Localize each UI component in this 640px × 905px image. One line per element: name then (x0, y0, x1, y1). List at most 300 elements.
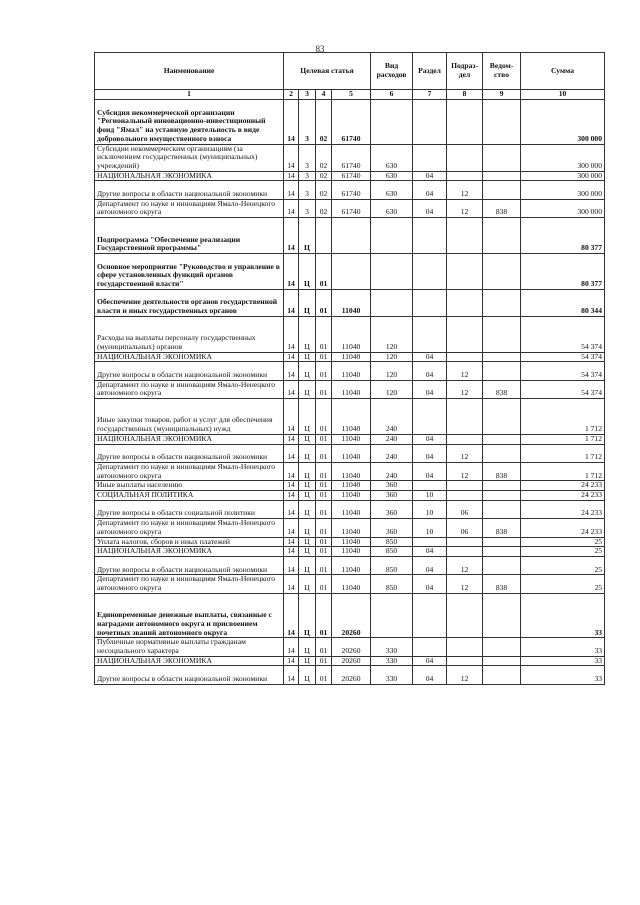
subsection (447, 352, 483, 362)
row-name: Обеспечение деятельности органов государственной власти и иных государственных органов (95, 289, 284, 316)
subsection (447, 547, 483, 557)
column-number: 9 (483, 90, 521, 100)
expense-type: 330 (371, 656, 413, 666)
page-number: 83 (315, 44, 325, 54)
target-activity: 01 (316, 481, 332, 491)
row-name: НАЦИОНАЛЬНАЯ ЭКОНОМИКА (95, 434, 284, 444)
section: 04 (413, 557, 447, 575)
target-program: 14 (284, 100, 299, 145)
department (483, 399, 521, 435)
row-name: Другие вопросы в области национальной экономики (95, 181, 284, 199)
target-activity: 01 (316, 537, 332, 547)
row-name: Публичные нормативные выплаты гражданам несоциального характера (95, 638, 284, 656)
target-code: 11040 (332, 557, 371, 575)
table-row (95, 547, 605, 557)
department (483, 537, 521, 547)
department: 838 (483, 519, 521, 537)
section: 10 (413, 500, 447, 518)
row-name: Другие вопросы в области национальной экономики (95, 557, 284, 575)
target-program: 14 (284, 380, 299, 398)
subsection (447, 100, 483, 145)
subsection (447, 593, 483, 638)
target-code (332, 253, 371, 289)
target-activity: 01 (316, 462, 332, 480)
subsection: 12 (447, 462, 483, 480)
header-subsection: Подраз-дел (447, 53, 483, 90)
row-name: Другие вопросы в области национальной экономики (95, 362, 284, 380)
amount: 80 344 (521, 289, 605, 316)
department (483, 171, 521, 181)
target-activity: 01 (316, 557, 332, 575)
target-subprogram: Ц (299, 316, 316, 352)
target-subprogram: Ц (299, 362, 316, 380)
row-name: Департамент по науке и инновациям Ямало-Ненецкого автономного округа (95, 380, 284, 398)
row-name: Иные выплаты населению (95, 481, 284, 491)
section: 04 (413, 547, 447, 557)
target-program: 14 (284, 537, 299, 547)
amount: 54 374 (521, 316, 605, 352)
expense-type: 360 (371, 491, 413, 501)
section: 04 (413, 171, 447, 181)
amount: 24 233 (521, 491, 605, 501)
target-program: 14 (284, 218, 299, 254)
department (483, 638, 521, 656)
target-activity: 01 (316, 444, 332, 462)
budget-table (94, 52, 605, 685)
expense-type (371, 289, 413, 316)
column-number: 2 (284, 90, 299, 100)
table-body (95, 100, 605, 685)
table-row (95, 519, 605, 537)
subsection (447, 491, 483, 501)
header-section: Раздел (413, 53, 447, 90)
department: 838 (483, 199, 521, 217)
target-activity: 01 (316, 500, 332, 518)
target-code: 11040 (332, 399, 371, 435)
target-program: 14 (284, 575, 299, 593)
target-subprogram: Ц (299, 218, 316, 254)
target-subprogram: 3 (299, 181, 316, 199)
amount: 300 000 (521, 171, 605, 181)
table-row (95, 537, 605, 547)
target-code: 11040 (332, 537, 371, 547)
subsection (447, 144, 483, 171)
target-activity: 02 (316, 199, 332, 217)
target-subprogram: Ц (299, 253, 316, 289)
expense-type: 630 (371, 144, 413, 171)
header-expense-type: Вид расходов (371, 53, 413, 90)
table-row (95, 380, 605, 398)
section: 04 (413, 380, 447, 398)
subsection (447, 434, 483, 444)
target-code: 11040 (332, 519, 371, 537)
expense-type (371, 218, 413, 254)
header-name: Наименование (95, 53, 284, 90)
amount: 80 377 (521, 218, 605, 254)
target-program: 14 (284, 289, 299, 316)
column-number: 8 (447, 90, 483, 100)
subsection: 12 (447, 557, 483, 575)
target-activity: 01 (316, 656, 332, 666)
table-row (95, 500, 605, 518)
subsection (447, 656, 483, 666)
table-row (95, 462, 605, 480)
column-number: 7 (413, 90, 447, 100)
target-code: 61740 (332, 100, 371, 145)
target-code: 20260 (332, 638, 371, 656)
target-program: 14 (284, 181, 299, 199)
target-program: 14 (284, 666, 299, 684)
row-name: Иные закупки товаров, работ и услуг для обеспечения государственных (муниципальных) нужд (95, 399, 284, 435)
expense-type: 850 (371, 547, 413, 557)
target-subprogram: Ц (299, 380, 316, 398)
amount: 25 (521, 547, 605, 557)
table-row (95, 316, 605, 352)
table-row (95, 491, 605, 501)
row-name: Другие вопросы в области социальной политики (95, 500, 284, 518)
section: 04 (413, 575, 447, 593)
table-row (95, 557, 605, 575)
subsection: 12 (447, 199, 483, 217)
target-program: 14 (284, 519, 299, 537)
target-subprogram: Ц (299, 593, 316, 638)
department (483, 557, 521, 575)
section: 10 (413, 491, 447, 501)
section (413, 537, 447, 547)
target-code: 11040 (332, 362, 371, 380)
expense-type: 240 (371, 399, 413, 435)
expense-type (371, 253, 413, 289)
target-subprogram: Ц (299, 656, 316, 666)
target-subprogram: 3 (299, 144, 316, 171)
target-code: 11040 (332, 547, 371, 557)
department (483, 491, 521, 501)
subsection: 12 (447, 666, 483, 684)
target-program: 14 (284, 656, 299, 666)
subsection (447, 481, 483, 491)
row-name: Подпрограмма "Обеспечение реализации Государственной программы" (95, 218, 284, 254)
department (483, 352, 521, 362)
target-code: 20260 (332, 593, 371, 638)
target-activity: 01 (316, 253, 332, 289)
amount: 1 712 (521, 462, 605, 480)
department (483, 666, 521, 684)
row-name: НАЦИОНАЛЬНАЯ ЭКОНОМИКА (95, 171, 284, 181)
target-activity: 01 (316, 519, 332, 537)
target-code: 61740 (332, 181, 371, 199)
target-subprogram: Ц (299, 399, 316, 435)
amount: 33 (521, 593, 605, 638)
target-activity: 01 (316, 362, 332, 380)
target-activity: 01 (316, 666, 332, 684)
amount: 1 712 (521, 399, 605, 435)
target-activity: 02 (316, 171, 332, 181)
target-program: 14 (284, 171, 299, 181)
target-subprogram: Ц (299, 575, 316, 593)
subsection: 12 (447, 444, 483, 462)
target-subprogram: Ц (299, 547, 316, 557)
target-code: 61740 (332, 171, 371, 181)
subsection (447, 537, 483, 547)
section (413, 593, 447, 638)
target-subprogram: Ц (299, 491, 316, 501)
target-activity: 01 (316, 316, 332, 352)
expense-type: 240 (371, 434, 413, 444)
section (413, 144, 447, 171)
target-activity: 01 (316, 547, 332, 557)
department (483, 100, 521, 145)
target-code: 11040 (332, 481, 371, 491)
table-row (95, 593, 605, 638)
row-name: СОЦИАЛЬНАЯ ПОЛИТИКА (95, 491, 284, 501)
department: 838 (483, 380, 521, 398)
expense-type: 120 (371, 362, 413, 380)
expense-type: 330 (371, 666, 413, 684)
target-code: 61740 (332, 199, 371, 217)
target-subprogram: Ц (299, 519, 316, 537)
section (413, 218, 447, 254)
table-row (95, 362, 605, 380)
amount: 25 (521, 537, 605, 547)
expense-type: 120 (371, 352, 413, 362)
section (413, 253, 447, 289)
expense-type (371, 593, 413, 638)
amount: 25 (521, 557, 605, 575)
target-program: 14 (284, 547, 299, 557)
section: 04 (413, 462, 447, 480)
department (483, 144, 521, 171)
department (483, 316, 521, 352)
target-code: 11040 (332, 289, 371, 316)
department (483, 500, 521, 518)
section: 04 (413, 199, 447, 217)
table-row (95, 181, 605, 199)
subsection (447, 399, 483, 435)
target-subprogram: Ц (299, 638, 316, 656)
target-subprogram: 3 (299, 100, 316, 145)
target-code: 20260 (332, 666, 371, 684)
department (483, 481, 521, 491)
section (413, 100, 447, 145)
amount: 54 374 (521, 352, 605, 362)
target-code: 11040 (332, 380, 371, 398)
target-code: 20260 (332, 656, 371, 666)
department (483, 547, 521, 557)
table-row (95, 144, 605, 171)
department (483, 362, 521, 380)
subsection (447, 171, 483, 181)
expense-type: 120 (371, 316, 413, 352)
column-number: 10 (521, 90, 605, 100)
row-name: Департамент по науке и инновациям Ямало-Ненецкого автономного округа (95, 575, 284, 593)
section (413, 316, 447, 352)
table-row (95, 638, 605, 656)
amount: 1 712 (521, 444, 605, 462)
target-activity: 01 (316, 289, 332, 316)
amount: 24 233 (521, 481, 605, 491)
target-code: 11040 (332, 444, 371, 462)
amount: 300 000 (521, 199, 605, 217)
subsection: 12 (447, 575, 483, 593)
target-program: 14 (284, 399, 299, 435)
target-subprogram: Ц (299, 481, 316, 491)
expense-type: 360 (371, 519, 413, 537)
target-activity: 02 (316, 181, 332, 199)
target-activity: 01 (316, 352, 332, 362)
table-row (95, 575, 605, 593)
header-row (95, 53, 605, 90)
department: 838 (483, 462, 521, 480)
target-code: 11040 (332, 462, 371, 480)
target-subprogram: Ц (299, 434, 316, 444)
target-subprogram: Ц (299, 557, 316, 575)
target-code: 11040 (332, 491, 371, 501)
row-name: Другие вопросы в области национальной экономики (95, 444, 284, 462)
target-program: 14 (284, 144, 299, 171)
row-name: Субсидии некоммерческим организациям (за исключением государственных (муниципальных) учреждений) (95, 144, 284, 171)
table-row (95, 656, 605, 666)
section: 04 (413, 666, 447, 684)
row-name: Расходы на выплаты персоналу государственных (муниципальных) органов (95, 316, 284, 352)
column-number-row (95, 90, 605, 100)
section (413, 399, 447, 435)
amount: 24 233 (521, 500, 605, 518)
section: 04 (413, 362, 447, 380)
section: 04 (413, 444, 447, 462)
expense-type: 630 (371, 181, 413, 199)
target-program: 14 (284, 316, 299, 352)
target-subprogram: Ц (299, 444, 316, 462)
row-name: НАЦИОНАЛЬНАЯ ЭКОНОМИКА (95, 352, 284, 362)
target-subprogram: Ц (299, 537, 316, 547)
section: 04 (413, 434, 447, 444)
target-code: 11040 (332, 434, 371, 444)
table-row (95, 434, 605, 444)
column-number: 5 (332, 90, 371, 100)
target-subprogram: 3 (299, 171, 316, 181)
target-code (332, 218, 371, 254)
target-activity: 01 (316, 491, 332, 501)
target-subprogram: Ц (299, 500, 316, 518)
expense-type (371, 100, 413, 145)
amount: 300 000 (521, 144, 605, 171)
target-code: 61740 (332, 144, 371, 171)
department (483, 593, 521, 638)
section: 04 (413, 181, 447, 199)
subsection: 06 (447, 500, 483, 518)
subsection: 06 (447, 519, 483, 537)
subsection (447, 316, 483, 352)
target-program: 14 (284, 491, 299, 501)
department (483, 181, 521, 199)
table-row (95, 481, 605, 491)
subsection: 12 (447, 181, 483, 199)
amount: 33 (521, 666, 605, 684)
target-subprogram: Ц (299, 462, 316, 480)
target-activity: 01 (316, 380, 332, 398)
target-activity: 01 (316, 575, 332, 593)
amount: 54 374 (521, 380, 605, 398)
row-name: Основное мероприятие "Руководство и управление в сфере установленных функций органов государственной власти" (95, 253, 284, 289)
table-row (95, 289, 605, 316)
target-subprogram: 3 (299, 199, 316, 217)
column-number: 4 (316, 90, 332, 100)
row-name: Департамент по науке и инновациям Ямало-Ненецкого автономного округа (95, 462, 284, 480)
table-row (95, 253, 605, 289)
row-name: Департамент по науке и инновациям Ямало-Ненецкого автономного округа (95, 519, 284, 537)
section: 10 (413, 519, 447, 537)
target-activity: 02 (316, 144, 332, 171)
amount: 1 712 (521, 434, 605, 444)
target-program: 14 (284, 199, 299, 217)
amount: 33 (521, 656, 605, 666)
row-name: Департамент по науке и инновациям Ямало-Ненецкого автономного округа (95, 199, 284, 217)
target-program: 14 (284, 362, 299, 380)
target-program: 14 (284, 557, 299, 575)
target-code: 11040 (332, 575, 371, 593)
target-activity: 01 (316, 399, 332, 435)
target-program: 14 (284, 434, 299, 444)
section (413, 289, 447, 316)
department (483, 444, 521, 462)
target-code: 11040 (332, 316, 371, 352)
table-row (95, 199, 605, 217)
subsection (447, 289, 483, 316)
target-program: 14 (284, 500, 299, 518)
subsection (447, 253, 483, 289)
target-program: 14 (284, 253, 299, 289)
table-row (95, 100, 605, 145)
target-code: 11040 (332, 352, 371, 362)
target-program: 14 (284, 593, 299, 638)
expense-type: 630 (371, 199, 413, 217)
target-activity: 01 (316, 638, 332, 656)
department: 838 (483, 575, 521, 593)
row-name: НАЦИОНАЛЬНАЯ ЭКОНОМИКА (95, 656, 284, 666)
table-row (95, 218, 605, 254)
expense-type: 240 (371, 462, 413, 480)
amount: 300 000 (521, 181, 605, 199)
table-row (95, 666, 605, 684)
department (483, 218, 521, 254)
subsection (447, 638, 483, 656)
row-name: Другие вопросы в области национальной экономики (95, 666, 284, 684)
target-activity: 02 (316, 100, 332, 145)
department (483, 656, 521, 666)
target-code: 11040 (332, 500, 371, 518)
expense-type: 360 (371, 500, 413, 518)
target-program: 14 (284, 481, 299, 491)
target-subprogram: Ц (299, 352, 316, 362)
subsection: 12 (447, 362, 483, 380)
row-name: Уплата налогов, сборов и иных платежей (95, 537, 284, 547)
row-name: Субсидия некоммерческой организации "Региональный инновационно-инвестиционный фонд "Ямал" на уставную деятельность в виде добровольного имущественного взноса (95, 100, 284, 145)
amount: 25 (521, 575, 605, 593)
amount: 300 000 (521, 100, 605, 145)
section (413, 638, 447, 656)
department (483, 289, 521, 316)
department (483, 253, 521, 289)
expense-type: 630 (371, 171, 413, 181)
amount: 24 233 (521, 519, 605, 537)
target-activity: 01 (316, 434, 332, 444)
amount: 33 (521, 638, 605, 656)
target-program: 14 (284, 638, 299, 656)
target-activity: 01 (316, 593, 332, 638)
amount: 54 374 (521, 362, 605, 380)
section (413, 481, 447, 491)
column-number: 6 (371, 90, 413, 100)
